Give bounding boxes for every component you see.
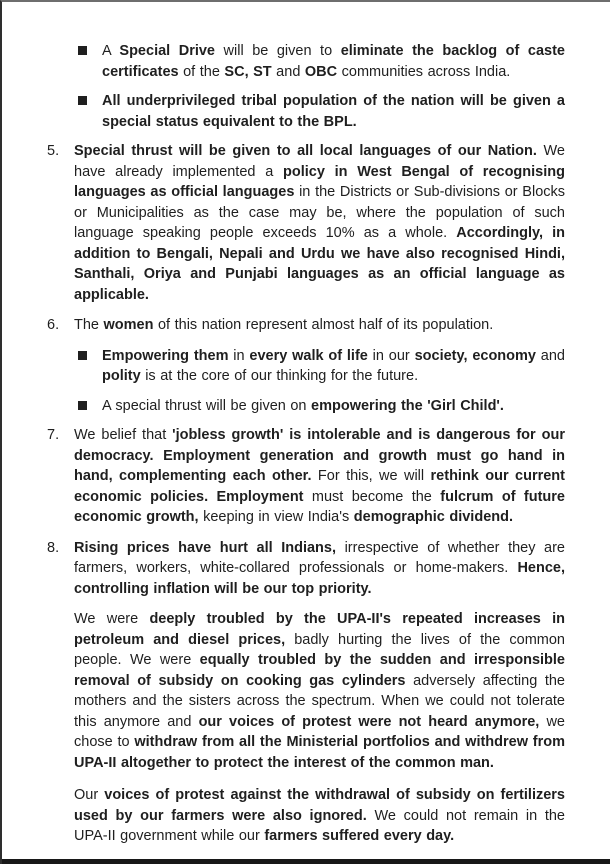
text-run-bold: OBC bbox=[304, 63, 338, 80]
paragraph-text bbox=[74, 785, 565, 847]
text-run: We were bbox=[74, 611, 150, 627]
text-run: irrespective of whether they are farmers, workers, white-collared professionals or home-makers. bbox=[74, 539, 565, 576]
paragraph-text bbox=[102, 41, 565, 82]
text-run-bold: Accordingly, in addition to Bengali, Nepali and Urdu we have also recognised Hindi, Santhali, Oriya and Punjabi languages as an official language as applicable. bbox=[74, 225, 565, 303]
paragraph-text bbox=[74, 141, 565, 305]
text-run: will be given to bbox=[215, 43, 341, 59]
text-run: in our bbox=[367, 347, 415, 364]
text-run: We have already implemented a bbox=[74, 143, 565, 180]
text-run: in bbox=[228, 347, 250, 364]
bullet-marker bbox=[78, 346, 102, 360]
numbered-item bbox=[47, 425, 565, 528]
item-number: 8. bbox=[47, 539, 60, 556]
text-run-bold: Hence, controlling inflation will be our top priority. bbox=[74, 560, 565, 597]
item-number: 7. bbox=[47, 427, 60, 443]
text-run: of the bbox=[178, 63, 225, 80]
text-run: communities across India. bbox=[337, 63, 511, 80]
bullet-item bbox=[78, 396, 565, 417]
text-run: For this, we will bbox=[311, 468, 431, 484]
text-run-bold: voices of protest against the withdrawal of subsidy on fertilizers used by our farmers were also ignored. bbox=[74, 787, 565, 824]
text-run-bold: policy in West Bengal of recognising languages as official languages bbox=[74, 163, 565, 200]
text-run-bold: farmers suffered every day. bbox=[264, 828, 455, 844]
text-run-bold: rethink our current economic policies. Employment bbox=[74, 468, 565, 505]
numbered-item bbox=[47, 538, 565, 600]
text-run-bold: Rising prices have hurt all Indians, bbox=[74, 539, 336, 556]
item-number: 6. bbox=[47, 317, 60, 333]
text-run-bold: equally troubled by the sudden and irresponsible removal of subsidy on cooking gas cylinders bbox=[74, 652, 565, 689]
paragraph-block bbox=[74, 785, 565, 847]
bullet-item bbox=[78, 41, 565, 82]
text-run-bold: SC, ST bbox=[224, 63, 272, 80]
paragraph-text bbox=[102, 91, 565, 132]
text-run-bold: deeply troubled by the UPA-II's repeated increases in petroleum and diesel prices, bbox=[74, 611, 565, 648]
text-run: we chose to bbox=[74, 713, 565, 750]
bullet-marker bbox=[78, 91, 102, 105]
bullet-square-icon bbox=[78, 351, 87, 360]
text-run-bold: Empowering them bbox=[102, 347, 229, 364]
paragraph-block bbox=[74, 609, 565, 773]
paragraph-text bbox=[74, 425, 565, 528]
text-run: in the Districts or Sub-divisions or Blocks or Municipalities as the case may be, where the population of such language speaking people exceeds 10% as a whole. bbox=[74, 184, 566, 241]
bullet-marker bbox=[78, 41, 102, 55]
text-run: must become the bbox=[303, 488, 441, 505]
bullet-square-icon bbox=[78, 401, 87, 410]
paragraph-text bbox=[102, 396, 565, 417]
text-run-bold: withdraw from all the Ministerial portfolios and withdrew from UPA-II altogether to protect the interest of the common man. bbox=[74, 734, 566, 771]
text-run: adversely affecting the mothers and the sisters across the spectrum. When we could not tolerate this anymore and bbox=[74, 672, 565, 730]
paragraph-text bbox=[74, 315, 565, 336]
bullet-marker bbox=[78, 396, 102, 410]
text-run: A bbox=[102, 43, 120, 59]
text-run: We belief that bbox=[74, 427, 173, 443]
text-run: keeping in view India's bbox=[198, 509, 354, 525]
text-run-bold: Special Drive bbox=[119, 43, 215, 59]
page-bottom-border bbox=[2, 859, 610, 864]
text-run-bold: eliminate the backlog of caste certificates bbox=[102, 43, 565, 80]
bullet-item bbox=[78, 346, 565, 387]
text-run-bold: women bbox=[103, 317, 154, 333]
numbered-item bbox=[47, 315, 565, 336]
item-number: 5. bbox=[47, 143, 60, 159]
text-run-bold: fulcrum of future economic growth, bbox=[74, 488, 565, 525]
text-run: and bbox=[271, 63, 305, 80]
text-run-bold: empowering the 'Girl Child'. bbox=[311, 397, 504, 414]
text-run: The bbox=[74, 317, 104, 333]
text-run-bold: Special thrust will be given to all local languages of our Nation. bbox=[74, 143, 537, 159]
paragraph-text bbox=[102, 346, 565, 387]
text-run: and bbox=[535, 347, 565, 364]
bullet-square-icon bbox=[78, 46, 87, 55]
document-content bbox=[47, 41, 565, 859]
text-run: badly hurting the lives of the common people. We were bbox=[74, 631, 565, 668]
text-run: Our bbox=[74, 787, 105, 803]
text-run: We could not remain in the UPA-II government while our bbox=[74, 807, 565, 844]
numbered-item bbox=[47, 141, 565, 305]
bullet-item bbox=[78, 91, 565, 132]
text-run-bold: our voices of protest were not heard anymore, bbox=[198, 713, 540, 730]
text-run: is at the core of our thinking for the future. bbox=[140, 368, 419, 384]
text-run-bold: society, economy bbox=[414, 347, 536, 364]
text-run: A special thrust will be given on bbox=[102, 397, 312, 414]
text-run-bold: polity bbox=[102, 368, 141, 384]
text-run-bold: demographic dividend. bbox=[353, 509, 513, 525]
text-run-bold: 'jobless growth' is intolerable and is dangerous for our democracy. Employment generation and growth must go hand in hand, complementing each other. bbox=[74, 427, 565, 484]
text-run-bold: every walk of life bbox=[249, 347, 368, 364]
paragraph-text bbox=[74, 609, 565, 773]
paragraph-text bbox=[74, 538, 565, 600]
bullet-square-icon bbox=[78, 96, 87, 105]
text-run: of this nation represent almost half of its population. bbox=[153, 317, 494, 333]
text-run-bold: All underprivileged tribal population of the nation will be given a special status equivalent to the BPL. bbox=[102, 93, 565, 130]
